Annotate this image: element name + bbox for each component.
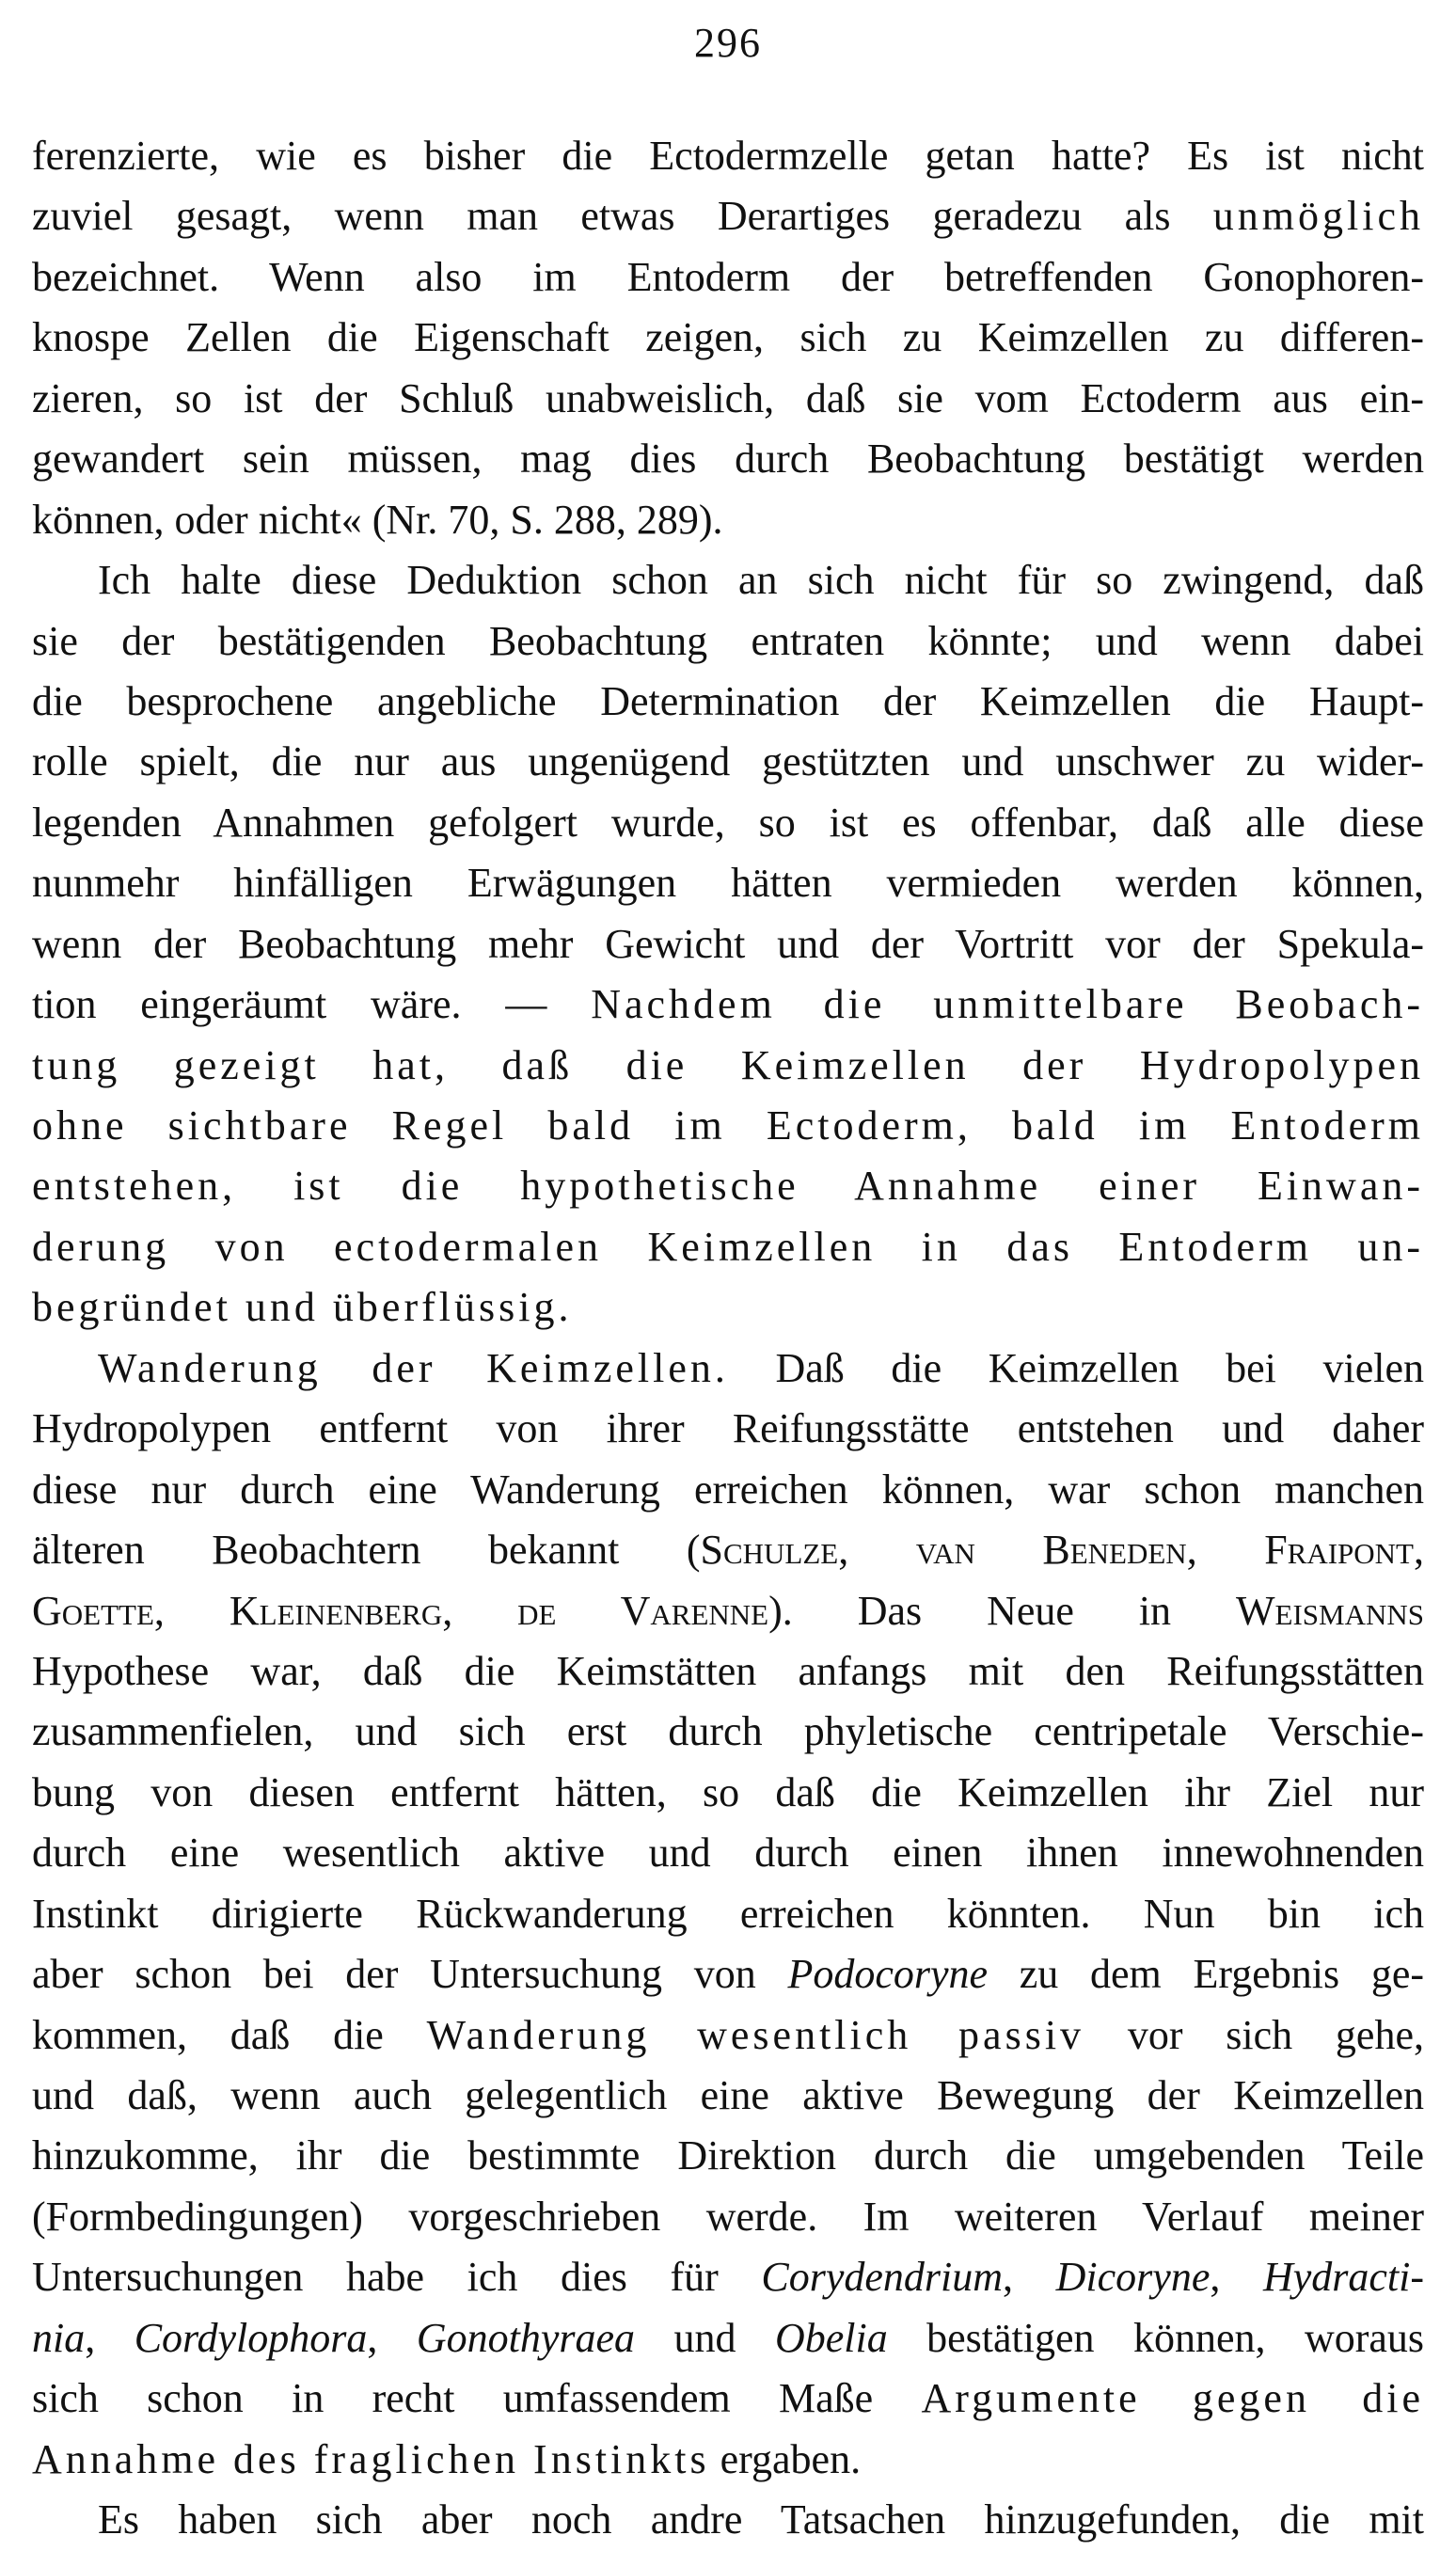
emphasized-text: unmöglich <box>1212 193 1424 240</box>
text-line <box>32 1277 1424 1338</box>
text-segment: rolle spielt, die nur aus ungenügend gestützten und unschwer zu wider- <box>32 738 1424 785</box>
text-line <box>32 2126 1424 2186</box>
text-segment: , <box>85 2314 135 2361</box>
text-line <box>32 1641 1424 1702</box>
text-line <box>32 1460 1424 1520</box>
author-name: Kleinenberg <box>229 1587 443 1634</box>
emphasized-text: derung von ectodermalen Keimzellen in das Entoderm un- <box>32 1223 1424 1270</box>
italic-term: Gonothyraea <box>416 2314 636 2361</box>
text-line <box>32 369 1424 429</box>
text-line <box>32 853 1424 913</box>
italic-term: Obelia <box>774 2314 888 2361</box>
text-line <box>32 611 1424 672</box>
emphasized-text: Wanderung der Keimzellen. <box>98 1344 729 1391</box>
text-segment: diese nur durch eine Wanderung erreichen können, war schon manchen <box>32 1466 1424 1513</box>
emphasized-text: ohne sichtbare Regel bald im Ectoderm, bald im Entoderm <box>32 1102 1424 1149</box>
text-segment: , <box>838 1527 916 1574</box>
author-name: Fraipont <box>1264 1527 1414 1574</box>
text-segment: zuviel gesagt, wenn man etwas Derartiges geradezu als <box>32 193 1213 240</box>
text-segment: , <box>1414 1527 1424 1574</box>
text-line <box>32 793 1424 853</box>
text-line <box>32 490 1424 550</box>
text-line <box>32 672 1424 732</box>
text-line <box>32 126 1424 186</box>
text-segment: und <box>635 2314 775 2361</box>
text-line <box>32 2490 1424 2550</box>
text-line <box>32 1763 1424 1823</box>
text-segment: zu dem Ergebnis ge- <box>988 1951 1424 1998</box>
author-name: Goette <box>32 1587 154 1634</box>
text-line <box>32 308 1424 368</box>
text-segment: ergaben. <box>709 2435 862 2482</box>
text-line <box>32 247 1424 308</box>
text-line <box>32 1156 1424 1216</box>
text-segment: ferenzierte, wie es bisher die Ectodermzelle getan hatte? Es ist nicht <box>32 133 1424 179</box>
italic-term: Hydracti- <box>1262 2254 1425 2301</box>
text-segment: Ich halte diese Deduktion schon an sich nicht für so zwingend, daß <box>98 557 1424 604</box>
text-line <box>32 429 1424 489</box>
emphasized-text: begründet und überflüssig. <box>32 1284 573 1331</box>
text-line <box>32 2369 1424 2429</box>
emphasized-text: tung gezeigt hat, daß die Keimzellen der Hydropolypen <box>32 1041 1424 1088</box>
text-segment: ). Das Neue in <box>768 1587 1236 1634</box>
text-segment: nunmehr hinfälligen Erwägungen hätten vermieden werden können, <box>32 860 1424 907</box>
text-line <box>32 550 1424 610</box>
text-line <box>32 974 1424 1035</box>
text-line <box>32 2430 1424 2490</box>
text-segment: legenden Annahmen gefolgert wurde, so ist es offenbar, daß alle diese <box>32 799 1424 846</box>
text-segment: sich schon in recht umfassendem Maße <box>32 2375 922 2422</box>
text-segment: , <box>367 2314 417 2361</box>
text-segment: bezeichnet. Wenn also im Entoderm der betreffenden Gonophoren- <box>32 253 1424 300</box>
text-line <box>32 1096 1424 1156</box>
author-name: Weismanns <box>1236 1587 1424 1634</box>
text-line <box>32 2005 1424 2066</box>
text-line <box>32 1581 1424 1641</box>
text-segment: Hydropolypen entfernt von ihrer Reifungsstätte entstehen und daher <box>32 1405 1424 1452</box>
text-segment: und daß, wenn auch gelegentlich eine aktive Bewegung der Keimzellen <box>32 2072 1424 2118</box>
text-segment: (Formbedingungen) vorgeschrieben werde. Im weiteren Verlauf meiner <box>32 2193 1424 2240</box>
emphasized-text: Argumente gegen die <box>921 2375 1424 2422</box>
text-segment: Untersuchungen habe ich dies für <box>32 2254 762 2301</box>
text-line <box>32 186 1424 246</box>
text-segment: , <box>1186 1527 1265 1574</box>
author-name: de Varenne <box>517 1587 769 1634</box>
text-segment: bestätigen können, woraus <box>887 2314 1425 2361</box>
text-line <box>32 1217 1424 1277</box>
emphasized-text: Wanderung wesentlich passiv <box>426 2011 1085 2058</box>
text-segment: Instinkt dirigierte Rückwanderung erreichen könnten. Nun bin ich <box>32 1890 1424 1937</box>
text-segment: Es haben sich aber noch andre Tatsachen hinzugefunden, die mit <box>98 2496 1424 2543</box>
italic-term: nia <box>32 2314 86 2361</box>
italic-term: Dicoryne <box>1055 2254 1211 2301</box>
text-segment: kommen, daß die <box>32 2011 427 2058</box>
emphasized-text: Annahme des fraglichen Instinkts <box>32 2435 710 2482</box>
text-line <box>32 732 1424 792</box>
text-segment: Daß die Keimzellen bei vielen <box>728 1344 1424 1391</box>
text-line <box>32 1702 1424 1762</box>
text-segment: Hypothese war, daß die Keimstätten anfangs mit den Reifungsstätten <box>32 1647 1424 1694</box>
text-segment: , <box>442 1587 518 1634</box>
text-segment: , <box>153 1587 229 1634</box>
text-segment: hinzukomme, ihr die bestimmte Direktion durch die umgebenden Teile <box>32 2132 1424 2179</box>
body-text <box>32 126 1424 2551</box>
author-name: van Beneden <box>915 1527 1187 1574</box>
text-segment: knospe Zellen die Eigenschaft zeigen, sich zu Keimzellen zu differen- <box>32 314 1424 361</box>
text-line <box>32 914 1424 974</box>
text-segment: , <box>1210 2254 1263 2301</box>
text-line <box>32 1399 1424 1459</box>
text-segment: die besprochene angebliche Determination der Keimzellen die Haupt- <box>32 677 1424 724</box>
text-segment: aber schon bei der Untersuchung von <box>32 1951 788 1998</box>
text-line <box>32 2247 1424 2307</box>
text-segment: durch eine wesentlich aktive und durch einen ihnen innewohnenden <box>32 1830 1424 1877</box>
text-line <box>32 2066 1424 2126</box>
italic-term: Cordylophora <box>134 2314 368 2361</box>
text-segment: können, oder nicht« (Nr. 70, S. 288, 289). <box>32 496 723 543</box>
text-line <box>32 1520 1424 1580</box>
text-line <box>32 2308 1424 2369</box>
text-segment: gewandert sein müssen, mag dies durch Beobachtung bestätigt werden <box>32 436 1424 483</box>
text-segment: wenn der Beobachtung mehr Gewicht und der Vortritt vor der Spekula- <box>32 920 1424 967</box>
italic-term: Podocoryne <box>787 1951 989 1998</box>
text-segment: vor sich gehe, <box>1084 2011 1424 2058</box>
emphasized-text: entstehen, ist die hypothetische Annahme einer Einwan- <box>32 1163 1424 1210</box>
emphasized-text: Nachdem die unmittelbare Beobach- <box>591 981 1425 1028</box>
italic-term: Corydendrium <box>761 2254 1004 2301</box>
page-number: 296 <box>694 20 762 66</box>
text-segment: , <box>1003 2254 1056 2301</box>
text-line <box>32 1339 1424 1399</box>
text-segment: zieren, so ist der Schluß unabweislich, daß sie vom Ectoderm aus ein- <box>32 374 1424 421</box>
text-segment: zusammenfielen, und sich erst durch phyletische centripetale Verschie- <box>32 1708 1424 1755</box>
text-line <box>32 1944 1424 2004</box>
text-segment: sie der bestätigenden Beobachtung entraten könnte; und wenn dabei <box>32 617 1424 664</box>
text-segment: tion eingeräumt wäre. — <box>32 981 592 1028</box>
text-line <box>32 1823 1424 1883</box>
author-name: Schulze <box>700 1527 839 1574</box>
text-line <box>32 2187 1424 2247</box>
text-segment: bung von diesen entfernt hätten, so daß die Keimzellen ihr Ziel nur <box>32 1768 1424 1815</box>
text-segment: älteren Beobachtern bekannt ( <box>32 1527 701 1574</box>
text-line <box>32 1884 1424 1944</box>
text-line <box>32 1036 1424 1096</box>
